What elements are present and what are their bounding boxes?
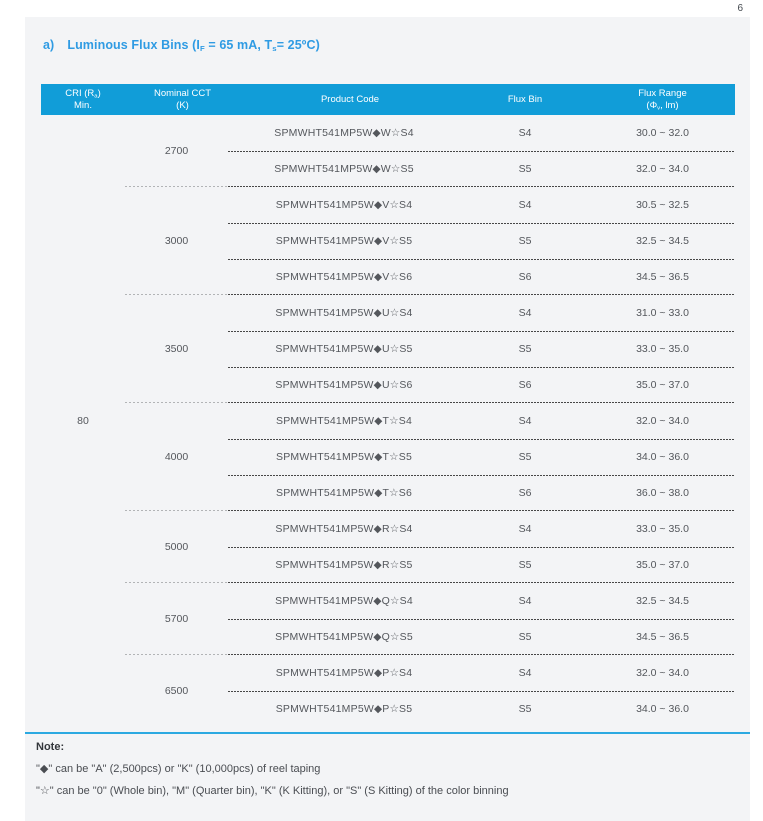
product-code-cell: SPMWHT541MP5W◆R☆S4 xyxy=(275,523,413,535)
flux-bin-cell: S4 xyxy=(518,127,532,139)
header-cell-product-code: Product Code xyxy=(320,93,380,105)
content-card xyxy=(25,17,750,821)
flux-bin-cell: S5 xyxy=(518,163,532,175)
cct-group-4000 xyxy=(125,403,735,511)
product-code-cell: SPMWHT541MP5W◆V☆S6 xyxy=(275,271,413,283)
header-cell-flux-range: Flux Range ($\Phi_v$, lm) xyxy=(638,87,687,111)
flux-bin-cell: S5 xyxy=(518,451,532,463)
flux-range-cell: 34.5 ~ 36.5 xyxy=(636,271,689,283)
table-row xyxy=(228,691,735,727)
flux-range-cell: 32.0 ~ 34.0 xyxy=(636,415,689,427)
cct-group-6500 xyxy=(125,655,735,727)
product-code-cell: SPMWHT541MP5W◆U☆S5 xyxy=(275,343,413,355)
table-row xyxy=(228,151,735,187)
section-index: a) xyxy=(43,38,55,52)
flux-range-cell: 34.5 ~ 36.5 xyxy=(636,631,689,643)
table-row xyxy=(228,511,735,547)
cct-groups xyxy=(125,115,735,727)
table-row xyxy=(228,583,735,619)
flux-range-cell: 32.5 ~ 34.5 xyxy=(636,235,689,247)
note-line-2: "☆" can be "0" (Whole bin), "M" (Quarter bin), "K" (K Kitting), or "S" (S Kitting) of the color binning xyxy=(36,785,509,797)
product-code-cell: SPMWHT541MP5W◆V☆S5 xyxy=(275,235,413,247)
cct-value: 5700 xyxy=(164,613,189,625)
table-row xyxy=(228,439,735,475)
flux-bin-cell: S6 xyxy=(518,379,532,391)
product-code-cell: SPMWHT541MP5W◆V☆S4 xyxy=(275,199,413,211)
table-row xyxy=(228,259,735,295)
product-code-cell: SPMWHT541MP5W◆T☆S5 xyxy=(275,451,413,463)
product-code-cell: SPMWHT541MP5W◆U☆S6 xyxy=(275,379,413,391)
note-title: Note: xyxy=(36,741,65,753)
flux-bin-cell: S6 xyxy=(518,487,532,499)
product-code-cell: SPMWHT541MP5W◆W☆S4 xyxy=(274,127,414,139)
cct-value: 3000 xyxy=(164,235,189,247)
section-title xyxy=(25,17,750,52)
flux-range-cell: 32.0 ~ 34.0 xyxy=(636,667,689,679)
flux-bin-cell: S4 xyxy=(518,415,532,427)
flux-range-cell: 36.0 ~ 38.0 xyxy=(636,487,689,499)
flux-bin-cell: S5 xyxy=(518,235,532,247)
cct-group-3000 xyxy=(125,187,735,295)
product-code-cell: SPMWHT541MP5W◆P☆S5 xyxy=(275,703,413,715)
cct-group-3500 xyxy=(125,295,735,403)
cct-group-5700 xyxy=(125,583,735,655)
flux-bin-cell: S5 xyxy=(518,631,532,643)
header-cell-flux-bin: Flux Bin xyxy=(507,93,543,105)
product-code-cell: SPMWHT541MP5W◆U☆S4 xyxy=(275,307,413,319)
flux-bin-cell: S4 xyxy=(518,523,532,535)
flux-range-cell: 30.0 ~ 32.0 xyxy=(636,127,689,139)
flux-range-cell: 32.0 ~ 34.0 xyxy=(636,163,689,175)
product-code-cell: SPMWHT541MP5W◆Q☆S4 xyxy=(275,595,413,607)
note-block xyxy=(25,734,750,797)
product-code-cell: SPMWHT541MP5W◆T☆S6 xyxy=(275,487,413,499)
section-title-text: Luminous Flux Bins ($I_F = 65$ mA, $T_s=$ 25ºC) xyxy=(67,38,320,53)
flux-bin-cell: S6 xyxy=(518,271,532,283)
table-row xyxy=(228,187,735,223)
flux-bin-cell: S4 xyxy=(518,199,532,211)
header-cell-cct: Nominal CCT (K) xyxy=(153,87,211,111)
cct-value: 6500 xyxy=(164,685,189,697)
cct-group-5000 xyxy=(125,511,735,583)
table-body xyxy=(41,115,735,727)
product-code-cell: SPMWHT541MP5W◆P☆S4 xyxy=(275,667,413,679)
cct-value: 3500 xyxy=(164,343,189,355)
flux-bin-cell: S5 xyxy=(518,703,532,715)
table-row xyxy=(228,403,735,439)
table-header xyxy=(41,84,735,115)
cct-group-2700 xyxy=(125,115,735,187)
flux-bin-cell: S5 xyxy=(518,559,532,571)
table-row xyxy=(228,367,735,403)
flux-bin-cell: S4 xyxy=(518,307,532,319)
header-cell-cri: CRI $(R_a)$ Min. xyxy=(65,87,101,111)
flux-range-cell: 31.0 ~ 33.0 xyxy=(636,307,689,319)
flux-range-cell: 33.0 ~ 35.0 xyxy=(636,343,689,355)
table-row xyxy=(228,331,735,367)
flux-bin-cell: S4 xyxy=(518,667,532,679)
cri-value-cell: 80 xyxy=(77,415,89,427)
flux-bins-table xyxy=(41,84,735,727)
table-row xyxy=(228,547,735,583)
table-row xyxy=(228,619,735,655)
page-number: 6 xyxy=(737,3,743,14)
table-row xyxy=(228,475,735,511)
flux-bin-cell: S4 xyxy=(518,595,532,607)
flux-range-cell: 33.0 ~ 35.0 xyxy=(636,523,689,535)
product-code-cell: SPMWHT541MP5W◆T☆S4 xyxy=(275,415,413,427)
product-code-cell: SPMWHT541MP5W◆W☆S5 xyxy=(274,163,414,175)
product-code-cell: SPMWHT541MP5W◆Q☆S5 xyxy=(275,631,413,643)
table-row xyxy=(228,295,735,331)
flux-range-cell: 30.5 ~ 32.5 xyxy=(636,199,689,211)
table-row xyxy=(228,655,735,691)
flux-range-cell: 35.0 ~ 37.0 xyxy=(636,379,689,391)
flux-range-cell: 35.0 ~ 37.0 xyxy=(636,559,689,571)
table-row xyxy=(228,115,735,151)
table-row xyxy=(228,223,735,259)
flux-range-cell: 34.0 ~ 36.0 xyxy=(636,451,689,463)
flux-range-cell: 32.5 ~ 34.5 xyxy=(636,595,689,607)
flux-bin-cell: S5 xyxy=(518,343,532,355)
cct-value: 5000 xyxy=(164,541,189,553)
cct-value: 4000 xyxy=(164,451,189,463)
product-code-cell: SPMWHT541MP5W◆R☆S5 xyxy=(275,559,413,571)
cct-value: 2700 xyxy=(164,145,189,157)
note-line-1: "◆" can be "A" (2,500pcs) or "K" (10,000pcs) of reel taping xyxy=(36,763,321,775)
flux-range-cell: 34.0 ~ 36.0 xyxy=(636,703,689,715)
